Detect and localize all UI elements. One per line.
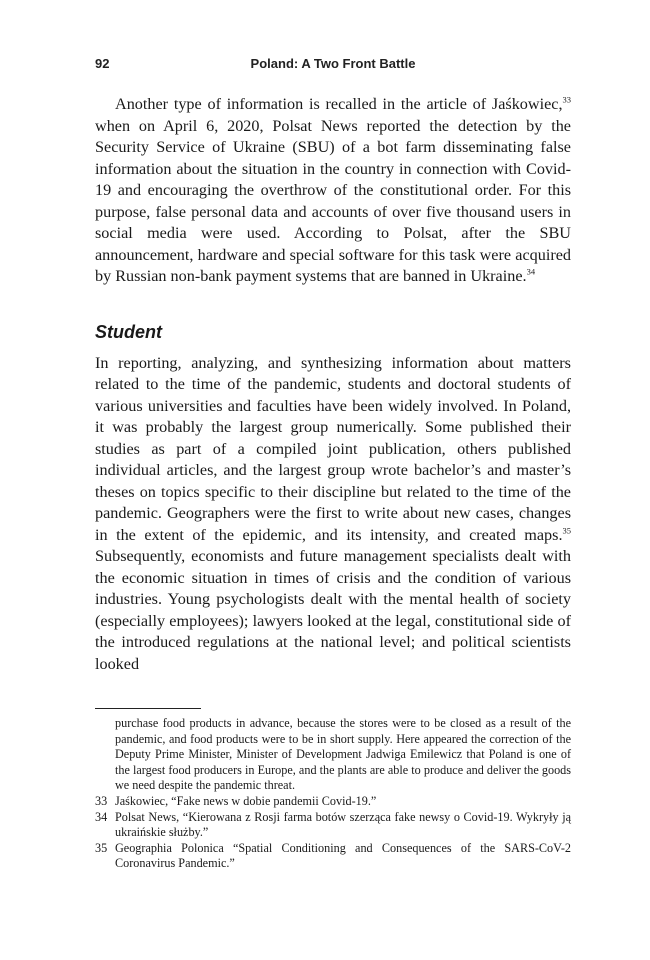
footnote-35 — [95, 841, 571, 872]
paragraph-2-text: In reporting, analyzing, and synthesizing information about matters related to the time of the pandemic, students and doctoral students of various universities and faculties have been widely involved. In Poland, it was probably the largest group numerically. Some published their studies as part of a compiled joint publication, others published individual articles, and the largest group wrote bachelor’s and master’s theses on topics specific to their discipline but related to the time of the pandemic. Geographers were the first to write about new cases, changes in the extent of the epidemic, and its intensity, and created maps. — [95, 353, 571, 544]
paragraph-1-text: Another type of information is recalled in the article of Jaśkowiec, — [115, 95, 563, 113]
running-header — [95, 56, 571, 76]
footnote-33 — [95, 794, 571, 810]
footnote-number: 34 — [95, 809, 108, 824]
footnote-number: 33 — [95, 793, 108, 808]
footnote-text: Polsat News, “Kierowana z Rosji farma botów szerząca fake newsy o Covid-19. Wykryły ją ukraińskie służby.” — [115, 809, 571, 840]
footnote-text: Geographia Polonica “Spatial Conditioning and Consequences of the SARS-CoV-2 Coronavirus Pandemic.” — [115, 840, 571, 871]
footnote-ref-34[interactable]: 34 — [526, 266, 536, 277]
footnote-text: Jaśkowiec, “Fake news w dobie pandemii Covid-19.” — [115, 793, 377, 808]
footnotes — [95, 716, 571, 872]
footnote-number: 35 — [95, 840, 108, 855]
paragraph-1-text-cont: when on April 6, 2020, Polsat News reported the detection by the Security Service of Ukraine (SBU) of a bot farm disseminating false information about the situation in the country in connection with Covid-19 and encouraging the overthrow of the constitutional order. For this purpose, false personal data and accounts of over five thousand users in social media were used. According to Polsat, after the SBU announcement, hardware and special software for this task were acquired by Russian non-bank payment systems that are banned in Ukraine. — [95, 116, 571, 285]
book-page — [95, 56, 571, 675]
page-number: 92 — [95, 56, 110, 71]
section-heading: Student — [95, 321, 162, 342]
body-paragraph-1 — [95, 94, 571, 288]
footnote-ref-33[interactable]: 33 — [562, 94, 571, 105]
running-title: Poland: A Two Front Battle — [250, 56, 416, 71]
footnote-ref-35[interactable]: 35 — [562, 525, 571, 536]
footnote-divider — [95, 708, 201, 709]
footnote-34 — [95, 810, 571, 841]
body-paragraph-2 — [95, 353, 571, 676]
paragraph-2-text-cont: Subsequently, economists and future management specialists dealt with the economic situation in times of crisis and the condition of various industries. Young psychologists dealt with the mental health of society (especially employees); lawyers looked at the legal, constitutional side of the introduced regulations at the national level; and political scientists looked — [95, 547, 571, 673]
footnote-continuation: purchase food products in advance, because the stores were to be closed as a result of the pandemic, and food products were to be in short supply. Here appeared the correction of the Deputy Prime Minister, Minister of Development Jadwiga Emilewicz that Poland is one of the largest food producers in Europe, and the plants are able to produce and deliver the goods we need despite the pandemic threat. — [115, 716, 571, 793]
